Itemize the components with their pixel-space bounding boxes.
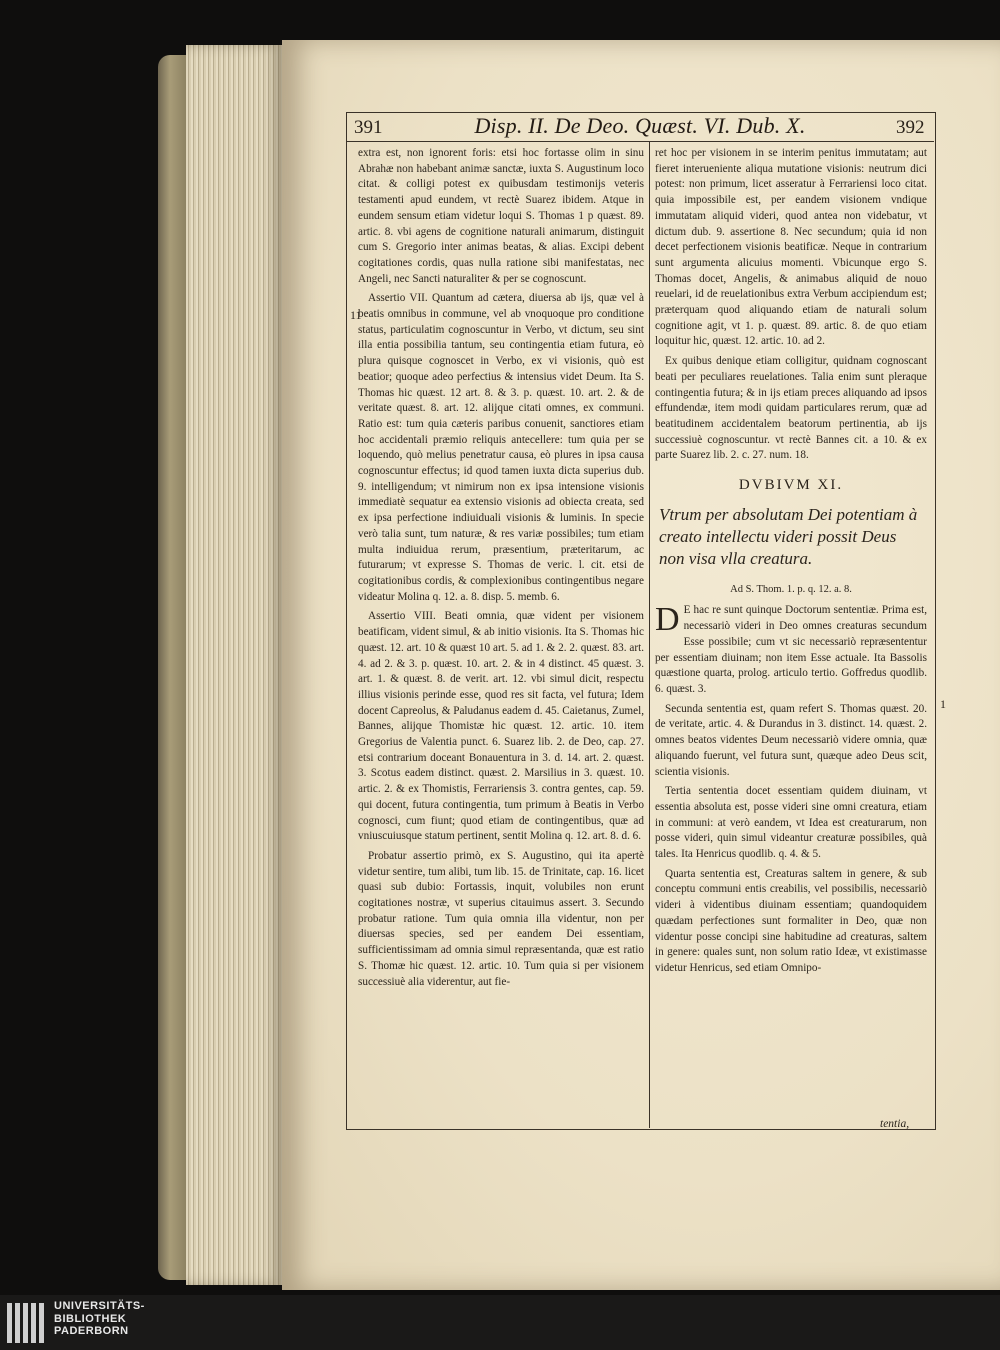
right-column xyxy=(655,146,927,977)
catchword: tentia, xyxy=(880,1118,910,1130)
drop-cap: D xyxy=(655,601,680,639)
section-reference: Ad S. Thom. 1. p. q. 12. a. 8. xyxy=(730,583,852,595)
book-spine xyxy=(158,55,188,1280)
header-rule xyxy=(346,141,934,142)
paragraph: E hac re sunt quinque Doctorum sententiæ. Prima est, necessariò videri in Deo omnes creaturas secundum Esse possibile; cum vt sic necessariò repræsententur per essentiam diuinam; non item Esse actuale. Ita Bassolis quæstione quarta, prolog. articulo tertio. Goffredus quodlib. 6. quæst. 3. xyxy=(655,604,927,695)
paragraph: Probatur assertio primò, ex S. Augustino, qui ita apertè videtur sentire, tum alibi, tum lib. 15. de Trinitate, cap. 16. licet quasi sub dubio: Fortassis, inquit, volubiles non erunt cogitationes nostræ, vt superius citauimus assert. 3. Secundo probatur ratione. Tum quia omnia illa videntur, non per diuersas species, sed per eandem Dei essentiam, sufficientissimam ad omnia simul repræsentanda, quæ est ratio S. Thomæ hic quæst. 12. artic. 10. Tum quia si per visionem successiuè alia viderentur, aut fie- xyxy=(358,849,644,988)
paragraph: ret hoc per visionem in se interim penitus immutatam; aut fieret interueniente aliqua mutatione visionis: neutrum dici potest: non primum, licet asseratur à Ferrariensi loco citat. quia impossibile est, per eandem visionem vndique immutatam aliquid videri, quod antea non videbatur, vt dictum dub. 9. assertione 8. Nec secundum; quia id non decet perfectionem visionis beatificæ. Neque in contrarium sunt argumenta alicuius momenti. Vbicunque ergo S. Thomas docet, Angelis, & animabus aliquid de nouo reuelari, id de reuelationibus extra Verbum accipiendum est; præterquam quod aliquando etiam de naturali solum cognitione agit, vt 1. p. quæst. 89. artic. 8. de quo etiam loquitur hic, quæst. 12. artic. 10. ad 2. xyxy=(655,147,927,348)
paragraph: Secunda sententia est, quam refert S. Thomas quæst. 20. de veritate, artic. 4. & Durandus in 3. distinct. 14. quæst. 2. omnes beatos videntes Deum necessariò videre omnia, quæ aliquando fuerunt, vel futura sunt, quæque adeo Deus scit, scientia visionis. xyxy=(655,702,927,778)
section-question: Vtrum per absolutam Dei potentiam à creato intellectu videri possit Deus non visa vlla creatura. xyxy=(659,504,918,568)
library-logo-icon xyxy=(7,1303,49,1343)
page-number-right: 392 xyxy=(896,117,925,138)
logo-line: BIBLIOTHEK xyxy=(54,1312,127,1325)
section-title: DVBIVM XI. xyxy=(738,477,844,494)
column-rule xyxy=(649,141,650,1128)
left-column xyxy=(358,146,644,990)
margin-number-left: 11 xyxy=(350,308,362,322)
logo-line: PADERBORN xyxy=(54,1325,129,1337)
paragraph: Assertio VII. Quantum ad cætera, diuersa ab ijs, quæ vel à beatis omnibus in commune, vel ab vnoquoque pro conditione status, particulatim cognoscuntur in Verbo, vt dictum, seu sint illa entia possibilia tantum, seu contingentia etiam futura, eò plura quisque cognoscet in Verbo, ex vi visionis, quò est beatior; quoque adeo perfectius & intensius videt Deum. Ita S. Thomas hic quæst. 12 art. 8. & 3. p. quæst. 10. art. 2. & de veritate quæst. 8. art. 12. alijque citati omnes, ex communi. Ratio est: tum quia cæteris paribus conuenit, sanctiores etiam hoc accidentali præmio reliquis antecellere: tum quia per se loquendo, quò melius penetratur causa, eò plures in ipsa causa cognoscuntur effectus; id quod tamen iuxta dicta superius dub. 9. intelligendum; vt nimirum non ex ipsa intensione visionis immediatè sequatur ea extensio visionis ad obiecta creata, sed ex ipsa perfectione indiuiduali visionis & luminis. In specie verò talia sunt, tum naturæ, & res variæ possibiles; tum etiam multa indiuidua rerum, præsentium, præteritarum, ac futurarum; vt expresse S. Thomas de veric. l. cit. etsi de cogitationibus cordis, & complexionibus contingentibus negare videatur Molina q. 12. a. 8. disp. 5. memb. 6. xyxy=(358,292,644,603)
paragraph: Tertia sententia docet essentiam quidem diuinam, vt essentia absoluta est, posse videri sine omni creatura, etiam in communi: at verò eandem, vt Idea est creaturarum, non posse videri, quin simul videantur creaturæ possibiles, quà tales. Ita Henricus quodlib. q. 4. & 5. xyxy=(655,785,927,861)
logo-line: UNIVERSITÄTS- xyxy=(54,1300,145,1312)
library-logo-text xyxy=(54,1300,174,1338)
margin-number-right: 1 xyxy=(940,697,946,711)
running-head: Disp. II. De Deo. Quæst. VI. Dub. X. xyxy=(474,113,806,138)
paragraph: Assertio VIII. Beati omnia, quæ vident per visionem beatificam, vident simul, & ab initio visionis. Ita S. Thomas hic quæst. 12. art. 10 & quæst 10 art. 5. ad 1. & 2. 2. quæst. 83. art. 4. ad 2. & 3. p. quæst. 10. art. 2. & in 4 distinct. 45 quæst. 3. art. 1. & quæst. 8. de verit. art. 12. vbi simul dicit, respectu illius visionis perinde esse, quod res sit facta, vel futura; Idem docent Capreolus, & Paludanus eadem d. 45. Caietanus, Zumel, Bannes, alijque Thomistæ hic quæst. 12. artic. 10. item Gregorius de Valentia punct. 6. Suarez lib. 2. de Deo, cap. 27. etsi contrarium doceant Bonauentura in 3. d. 14. art. 2. quæst. 3. Scotus eadem distinct. quæst. 2. Marsilius in 3. quæst. 10. artic. 2. & ex Thomistis, Ferrariensis 3. contra gentes, cap. 59. qui docent, futura contingentia, tum primum à Beatis in Verbo cognosci, cum fiunt; quod etiam de contingentibus, quæ ad vniuscuiusque statum pertinent, sentit Molina q. 12. art. 8. d. 6. xyxy=(358,610,644,843)
paragraph: extra est, non ignorent foris: etsi hoc fortasse olim in sinu Abrahæ non habebant animæ sanctæ, iuxta S. Augustinum loco citat. & colligi potest ex quibusdam testimonijs veteris testamenti apud eundem, vt rectè Suarez ibidem. Atque in eundem sensum etiam videtur loqui S. Thomas 1 p quæst. 89. artic. 8. vbi agens de cognitione naturali animarum, distinguit cum S. Gregorio inter animas beatas, & alias. Excipi debent cogitationes cordis, quas nulla ratione sibi manifestatas, nec Angeli, nec Sancti naturaliter & per se cognoscunt. xyxy=(358,147,644,285)
page-number-left: 391 xyxy=(354,117,383,138)
page-edges xyxy=(186,45,282,1285)
paragraph: Ex quibus denique etiam colligitur, quidnam cognoscant beati per peculiares reuelationes. Talia enim sunt pleraque contingentia futura; & in ijs etiam preces aliquando ad ipsos effundendæ, item modi quidam particulares rerum, quæ ad beatitudinem accidentalem beatorum pertinentia, ab ijs successiuè cognoscuntur. vt rectè Bannes cit. a 10. & ex parte Suarez lib. 2. c. 27. num. 18. xyxy=(655,355,927,462)
paragraph: Quarta sententia est, Creaturas saltem in genere, & sub conceptu communi entis creabilis, vel possibilis, necessariò videri à videntibus diuinam essentiam; quandoquidem quædam perfectiones sunt formaliter in Deo, quæ non videntur posse concipi sine habitudine ad creaturas, saltem in genere: quales sunt, non solum ratio Ideæ, vt existimasse videtur Henricus, sed etiam Omnipo- xyxy=(655,867,927,974)
